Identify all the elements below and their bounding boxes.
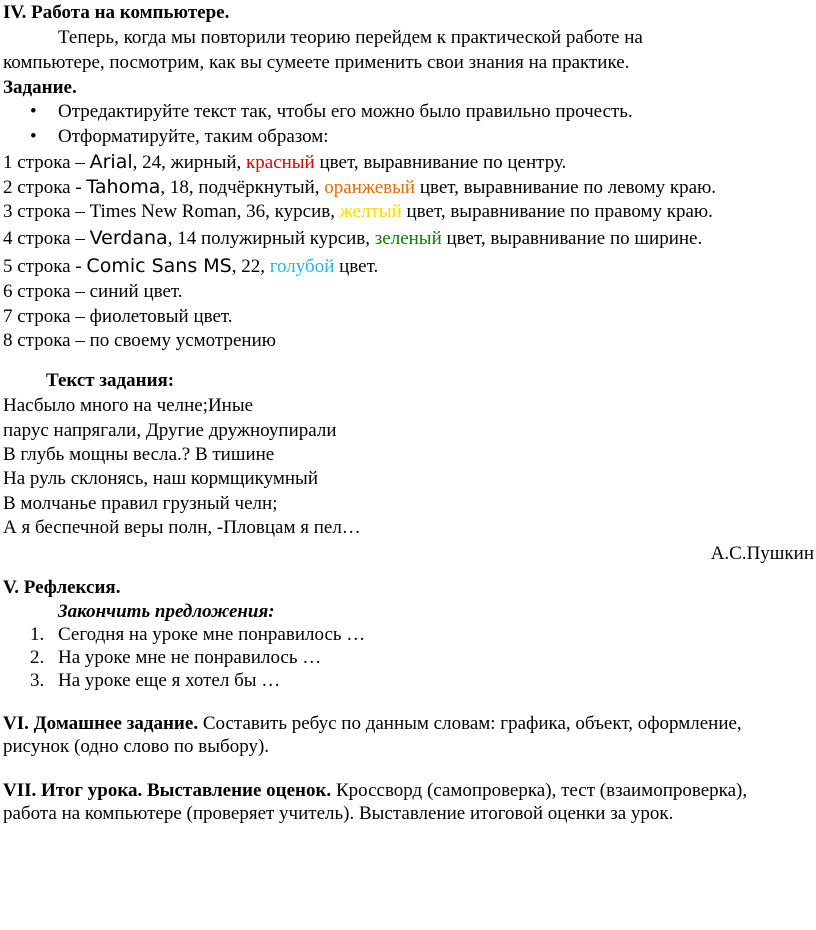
bullet-dot-icon: • [30,126,37,147]
row-prefix: 2 строка - [3,177,87,198]
intro-line-2: компьютере, посмотрим, как вы сумеете применить свои знания на практике. [3,52,630,73]
task-heading: Задание. [3,77,77,98]
format-row-3 [3,200,713,224]
font-name: Tahoma [86,176,161,198]
color-word: желтый [339,201,402,222]
list-text: На уроке мне не понравилось … [58,647,322,668]
row-middle: , 22, [231,256,270,277]
row-suffix: цвет, выравнивание по центру. [314,152,567,173]
bullet-text: Отформатируйте, таким образом: [58,126,329,147]
list-text: Сегодня на уроке мне понравилось … [58,624,366,645]
font-name: Comic Sans MS [86,255,232,277]
font-name: Arial [89,151,133,173]
poem-line-4: На руль склонясь, наш кормщикумный [3,468,318,489]
section-6-heading: VI. Домашнее задание. [3,713,199,734]
list-number: 1. [30,624,45,645]
bullet-text: Отредактируйте текст так, чтобы его можно было правильно прочесть. [58,101,633,122]
row-suffix: цвет, выравнивание по левому краю. [415,177,717,198]
format-row-7: 7 строка – фиолетовый цвет. [3,306,233,327]
section-5-heading: V. Рефлексия. [3,577,121,598]
poem-author: А.С.Пушкин [710,543,814,564]
list-number: 2. [30,647,45,668]
section-7-line-1 [3,779,747,803]
section-5-subheading: Закончить предложения: [58,601,275,622]
section-4-heading: IV. Работа на компьютере. [3,2,230,23]
row-prefix: 3 строка – Times New Roman, 36, курсив, [3,201,340,222]
intro-line-1: Теперь, когда мы повторили теорию перейдем к практической работе на [58,27,643,48]
font-name: Verdana [89,227,168,249]
list-text: На уроке еще я хотел бы … [58,670,281,691]
row-middle: , 18, подчёркнутый, [160,177,325,198]
format-row-1 [3,150,566,175]
bullet-dot-icon: • [30,101,37,122]
format-row-5 [3,254,378,279]
row-prefix: 4 строка – [3,228,90,249]
row-prefix: 1 строка – [3,152,90,173]
section-6-line-1 [3,712,742,736]
color-word: красный [246,152,315,173]
section-6-line-2: рисунок (одно слово по выбору). [3,736,270,757]
format-row-8: 8 строка – по своему усмотрению [3,330,276,351]
format-row-4 [3,226,702,251]
color-word: голубой [269,256,335,277]
poem-line-5: В молчанье правил грузный челн; [3,493,278,514]
poem-line-2: парус напрягали, Другие дружноупирали [3,420,337,441]
row-suffix: цвет, выравнивание по ширине. [441,228,703,249]
list-number: 3. [30,670,45,691]
format-row-2 [3,175,716,200]
row-suffix: цвет. [334,256,379,277]
section-7-line-2: работа на компьютере (проверяет учитель). Выставление итоговой оценки за урок. [3,803,674,824]
poem-line-6: А я беспечной веры полн, -Пловцам я пел… [3,517,361,538]
section-7-text: Кроссворд (самопроверка), тест (взаимопроверка), [331,780,748,801]
text-heading: Текст задания: [46,370,175,391]
poem-line-1: Насбыло много на челне;Иные [3,395,254,416]
color-word: оранжевый [324,177,416,198]
section-6-text: Составить ребус по данным словам: графика, объект, оформление, [198,713,742,734]
color-word: зеленый [374,228,442,249]
row-prefix: 5 строка - [3,256,87,277]
format-row-6: 6 строка – синий цвет. [3,281,183,302]
section-7-heading: VII. Итог урока. Выставление оценок. [3,780,332,801]
row-suffix: цвет, выравнивание по правому краю. [401,201,713,222]
row-middle: , 24, жирный, [132,152,247,173]
row-middle: , 14 полужирный курсив, [167,228,375,249]
poem-line-3: В глубь мощны весла.? В тишине [3,444,275,465]
